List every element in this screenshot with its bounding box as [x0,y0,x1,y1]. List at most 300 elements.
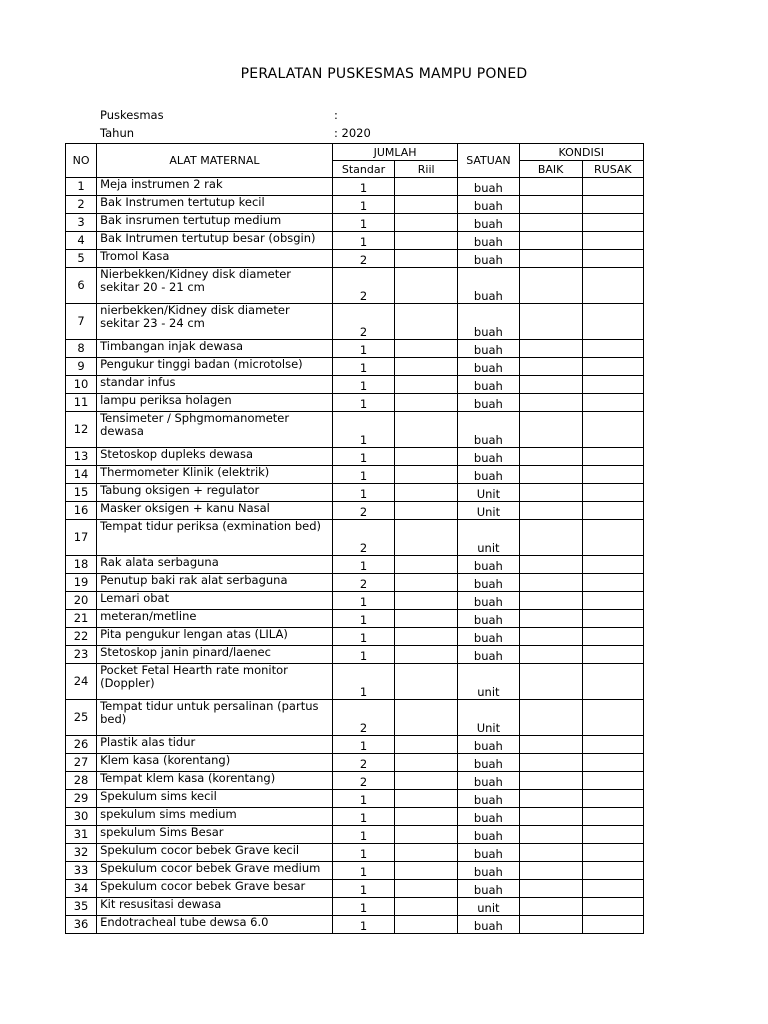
kondisi-rusak [582,592,643,610]
kondisi-rusak [582,664,643,700]
table-row [66,556,644,574]
equipment-name: Tromol Kasa [97,250,333,268]
riil-quantity [395,412,458,448]
riil-quantity [395,808,458,826]
standar-quantity: 1 [332,484,394,502]
kondisi-baik [519,556,582,574]
table-row [66,772,644,790]
satuan-unit: buah [458,196,519,214]
standar-quantity: 2 [332,502,394,520]
equipment-table [65,143,644,934]
standar-quantity: 1 [332,178,394,196]
equipment-name: Spekulum cocor bebek Grave besar [97,880,333,898]
kondisi-baik [519,916,582,934]
table-row [66,502,644,520]
satuan-unit: buah [458,358,519,376]
kondisi-rusak [582,826,643,844]
table-row [66,178,644,196]
standar-quantity: 2 [332,772,394,790]
riil-quantity [395,826,458,844]
riil-quantity [395,466,458,484]
equipment-name: nierbekken/Kidney disk diameter sekitar 23 - 24 cm [97,304,333,340]
equipment-name: Pocket Fetal Hearth rate monitor (Doppler) [97,664,333,700]
riil-quantity [395,304,458,340]
satuan-unit: buah [458,448,519,466]
kondisi-rusak [582,754,643,772]
kondisi-baik [519,214,582,232]
riil-quantity [395,232,458,250]
satuan-unit: buah [458,412,519,448]
kondisi-rusak [582,574,643,592]
row-number: 15 [66,484,97,502]
row-number: 20 [66,592,97,610]
standar-quantity: 1 [332,898,394,916]
satuan-unit: buah [458,628,519,646]
table-row [66,448,644,466]
row-number: 11 [66,394,97,412]
equipment-name: Lemari obat [97,592,333,610]
table-row [66,646,644,664]
satuan-unit: buah [458,232,519,250]
equipment-name: Pita pengukur lengan atas (LILA) [97,628,333,646]
riil-quantity [395,880,458,898]
standar-quantity: 2 [332,574,394,592]
kondisi-baik [519,178,582,196]
meta-puskesmas [100,108,338,122]
kondisi-baik [519,466,582,484]
riil-quantity [395,916,458,934]
kondisi-baik [519,484,582,502]
header-satuan: SATUAN [458,144,519,178]
equipment-name: Tempat tidur untuk persalinan (partus bed) [97,700,333,736]
satuan-unit: buah [458,592,519,610]
standar-quantity: 1 [332,448,394,466]
table-row [66,214,644,232]
standar-quantity: 2 [332,520,394,556]
satuan-unit: Unit [458,700,519,736]
riil-quantity [395,610,458,628]
row-number: 2 [66,196,97,214]
table-row [66,754,644,772]
row-number: 33 [66,862,97,880]
kondisi-rusak [582,700,643,736]
riil-quantity [395,340,458,358]
riil-quantity [395,664,458,700]
riil-quantity [395,376,458,394]
table-row [66,574,644,592]
satuan-unit: buah [458,304,519,340]
satuan-unit: unit [458,664,519,700]
riil-quantity [395,772,458,790]
satuan-unit: buah [458,808,519,826]
standar-quantity: 1 [332,628,394,646]
satuan-unit: buah [458,646,519,664]
riil-quantity [395,358,458,376]
meta-tahun-label: Tahun [100,126,135,140]
riil-quantity [395,394,458,412]
satuan-unit: buah [458,394,519,412]
riil-quantity [395,862,458,880]
row-number: 13 [66,448,97,466]
row-number: 34 [66,880,97,898]
kondisi-baik [519,412,582,448]
equipment-name: Timbangan injak dewasa [97,340,333,358]
equipment-name: Bak Intrumen tertutup besar (obsgin) [97,232,333,250]
riil-quantity [395,520,458,556]
table-row [66,664,644,700]
kondisi-rusak [582,340,643,358]
equipment-name: Endotracheal tube dewsa 6.0 [97,916,333,934]
meta-puskesmas-label: Puskesmas [100,108,164,122]
kondisi-baik [519,772,582,790]
satuan-unit: unit [458,520,519,556]
kondisi-baik [519,592,582,610]
kondisi-rusak [582,358,643,376]
header-alat-maternal: ALAT MATERNAL [97,144,333,178]
riil-quantity [395,556,458,574]
riil-quantity [395,898,458,916]
row-number: 9 [66,358,97,376]
table-row [66,700,644,736]
row-number: 14 [66,466,97,484]
table-row [66,376,644,394]
kondisi-rusak [582,772,643,790]
equipment-name: Klem kasa (korentang) [97,754,333,772]
row-number: 26 [66,736,97,754]
equipment-name: Spekulum cocor bebek Grave medium [97,862,333,880]
kondisi-rusak [582,880,643,898]
satuan-unit: Unit [458,502,519,520]
kondisi-rusak [582,916,643,934]
row-number: 22 [66,628,97,646]
equipment-name: Spekulum sims kecil [97,790,333,808]
standar-quantity: 2 [332,268,394,304]
table-row [66,916,644,934]
kondisi-baik [519,880,582,898]
satuan-unit: buah [458,754,519,772]
table-row [66,520,644,556]
kondisi-baik [519,736,582,754]
riil-quantity [395,196,458,214]
kondisi-baik [519,790,582,808]
satuan-unit: buah [458,268,519,304]
header-rusak: RUSAK [582,161,643,178]
satuan-unit: buah [458,178,519,196]
satuan-unit: buah [458,880,519,898]
equipment-name: standar infus [97,376,333,394]
kondisi-rusak [582,466,643,484]
row-number: 17 [66,520,97,556]
standar-quantity: 1 [332,736,394,754]
satuan-unit: buah [458,736,519,754]
kondisi-baik [519,268,582,304]
riil-quantity [395,754,458,772]
satuan-unit: buah [458,610,519,628]
satuan-unit: buah [458,556,519,574]
riil-quantity [395,178,458,196]
row-number: 6 [66,268,97,304]
riil-quantity [395,502,458,520]
header-riil: Riil [395,161,458,178]
equipment-name: Tempat tidur periksa (exmination bed) [97,520,333,556]
kondisi-baik [519,646,582,664]
satuan-unit: buah [458,826,519,844]
riil-quantity [395,646,458,664]
header-jumlah: JUMLAH [332,144,457,161]
row-number: 35 [66,898,97,916]
standar-quantity: 1 [332,196,394,214]
kondisi-rusak [582,268,643,304]
row-number: 5 [66,250,97,268]
equipment-name: spekulum sims medium [97,808,333,826]
kondisi-rusak [582,376,643,394]
kondisi-rusak [582,484,643,502]
standar-quantity: 1 [332,790,394,808]
kondisi-baik [519,502,582,520]
kondisi-rusak [582,412,643,448]
equipment-name: Bak Instrumen tertutup kecil [97,196,333,214]
equipment-name: Masker oksigen + kanu Nasal [97,502,333,520]
equipment-name: Penutup baki rak alat serbaguna [97,574,333,592]
kondisi-baik [519,250,582,268]
equipment-name: spekulum Sims Besar [97,826,333,844]
kondisi-rusak [582,862,643,880]
table-row [66,826,644,844]
equipment-name: Stetoskop janin pinard/laenec [97,646,333,664]
table-row [66,484,644,502]
standar-quantity: 1 [332,466,394,484]
standar-quantity: 2 [332,754,394,772]
riil-quantity [395,214,458,232]
kondisi-rusak [582,556,643,574]
table-row [66,250,644,268]
kondisi-baik [519,628,582,646]
row-number: 10 [66,376,97,394]
kondisi-baik [519,700,582,736]
riil-quantity [395,268,458,304]
standar-quantity: 1 [332,214,394,232]
riil-quantity [395,448,458,466]
table-row [66,412,644,448]
kondisi-rusak [582,790,643,808]
table-row [66,466,644,484]
riil-quantity [395,628,458,646]
table-row [66,880,644,898]
header-standar: Standar [332,161,394,178]
kondisi-rusak [582,232,643,250]
kondisi-baik [519,304,582,340]
standar-quantity: 1 [332,880,394,898]
kondisi-rusak [582,520,643,556]
table-row [66,898,644,916]
table-row [66,394,644,412]
row-number: 31 [66,826,97,844]
standar-quantity: 1 [332,358,394,376]
kondisi-baik [519,862,582,880]
satuan-unit: buah [458,844,519,862]
table-row [66,808,644,826]
equipment-name: Pengukur tinggi badan (microtolse) [97,358,333,376]
kondisi-rusak [582,196,643,214]
standar-quantity: 1 [332,862,394,880]
row-number: 19 [66,574,97,592]
row-number: 28 [66,772,97,790]
standar-quantity: 1 [332,394,394,412]
kondisi-baik [519,898,582,916]
kondisi-rusak [582,610,643,628]
table-row [66,736,644,754]
satuan-unit: buah [458,250,519,268]
satuan-unit: unit [458,898,519,916]
row-number: 8 [66,340,97,358]
row-number: 4 [66,232,97,250]
kondisi-rusak [582,808,643,826]
standar-quantity: 2 [332,700,394,736]
equipment-name: Tabung oksigen + regulator [97,484,333,502]
kondisi-rusak [582,394,643,412]
kondisi-baik [519,754,582,772]
kondisi-baik [519,808,582,826]
row-number: 24 [66,664,97,700]
table-row [66,862,644,880]
kondisi-baik [519,394,582,412]
kondisi-rusak [582,214,643,232]
row-number: 7 [66,304,97,340]
standar-quantity: 1 [332,376,394,394]
riil-quantity [395,736,458,754]
satuan-unit: buah [458,574,519,592]
header-kondisi: KONDISI [519,144,644,161]
table-row [66,340,644,358]
row-number: 27 [66,754,97,772]
kondisi-rusak [582,736,643,754]
kondisi-rusak [582,178,643,196]
satuan-unit: buah [458,862,519,880]
riil-quantity [395,790,458,808]
standar-quantity: 1 [332,664,394,700]
standar-quantity: 1 [332,826,394,844]
kondisi-baik [519,574,582,592]
riil-quantity [395,574,458,592]
standar-quantity: 1 [332,340,394,358]
header-no: NO [66,144,97,178]
table-row [66,592,644,610]
kondisi-baik [519,520,582,556]
kondisi-baik [519,844,582,862]
kondisi-rusak [582,250,643,268]
equipment-name: meteran/metline [97,610,333,628]
standar-quantity: 1 [332,646,394,664]
table-row [66,196,644,214]
table-row [66,610,644,628]
satuan-unit: buah [458,214,519,232]
satuan-unit: buah [458,466,519,484]
equipment-name: Bak insrumen tertutup medium [97,214,333,232]
row-number: 36 [66,916,97,934]
kondisi-baik [519,196,582,214]
header-row-top [66,144,644,161]
kondisi-rusak [582,628,643,646]
kondisi-baik [519,664,582,700]
equipment-name: Nierbekken/Kidney disk diameter sekitar 20 - 21 cm [97,268,333,304]
row-number: 29 [66,790,97,808]
meta-puskesmas-value: : [334,108,338,122]
standar-quantity: 1 [332,556,394,574]
row-number: 23 [66,646,97,664]
riil-quantity [395,700,458,736]
kondisi-baik [519,826,582,844]
kondisi-baik [519,232,582,250]
kondisi-rusak [582,646,643,664]
standar-quantity: 1 [332,916,394,934]
satuan-unit: Unit [458,484,519,502]
equipment-name: Stetoskop dupleks dewasa [97,448,333,466]
table-row [66,628,644,646]
table-row [66,358,644,376]
header-baik: BAIK [519,161,582,178]
riil-quantity [395,844,458,862]
table-row [66,790,644,808]
equipment-name: Meja instrumen 2 rak [97,178,333,196]
meta-tahun [100,126,371,140]
standar-quantity: 1 [332,808,394,826]
kondisi-baik [519,340,582,358]
kondisi-rusak [582,304,643,340]
table-row [66,844,644,862]
satuan-unit: buah [458,916,519,934]
standar-quantity: 1 [332,610,394,628]
satuan-unit: buah [458,772,519,790]
riil-quantity [395,592,458,610]
row-number: 16 [66,502,97,520]
kondisi-baik [519,610,582,628]
table-row [66,304,644,340]
row-number: 21 [66,610,97,628]
table-row [66,268,644,304]
standar-quantity: 2 [332,250,394,268]
row-number: 18 [66,556,97,574]
equipment-name: Plastik alas tidur [97,736,333,754]
page-title: PERALATAN PUSKESMAS MAMPU PONED [240,66,528,82]
standar-quantity: 1 [332,592,394,610]
standar-quantity: 1 [332,232,394,250]
row-number: 32 [66,844,97,862]
row-number: 12 [66,412,97,448]
standar-quantity: 1 [332,844,394,862]
kondisi-baik [519,448,582,466]
equipment-name: lampu periksa holagen [97,394,333,412]
satuan-unit: buah [458,340,519,358]
equipment-name: Tensimeter / Sphgmomanometer dewasa [97,412,333,448]
table-row [66,232,644,250]
kondisi-baik [519,376,582,394]
riil-quantity [395,250,458,268]
satuan-unit: buah [458,376,519,394]
equipment-name: Kit resusitasi dewasa [97,898,333,916]
equipment-name: Tempat klem kasa (korentang) [97,772,333,790]
equipment-name: Thermometer Klinik (elektrik) [97,466,333,484]
meta-tahun-value: : 2020 [334,126,371,140]
satuan-unit: buah [458,790,519,808]
row-number: 3 [66,214,97,232]
standar-quantity: 1 [332,412,394,448]
riil-quantity [395,484,458,502]
kondisi-rusak [582,844,643,862]
equipment-name: Spekulum cocor bebek Grave kecil [97,844,333,862]
row-number: 30 [66,808,97,826]
kondisi-rusak [582,448,643,466]
kondisi-rusak [582,898,643,916]
